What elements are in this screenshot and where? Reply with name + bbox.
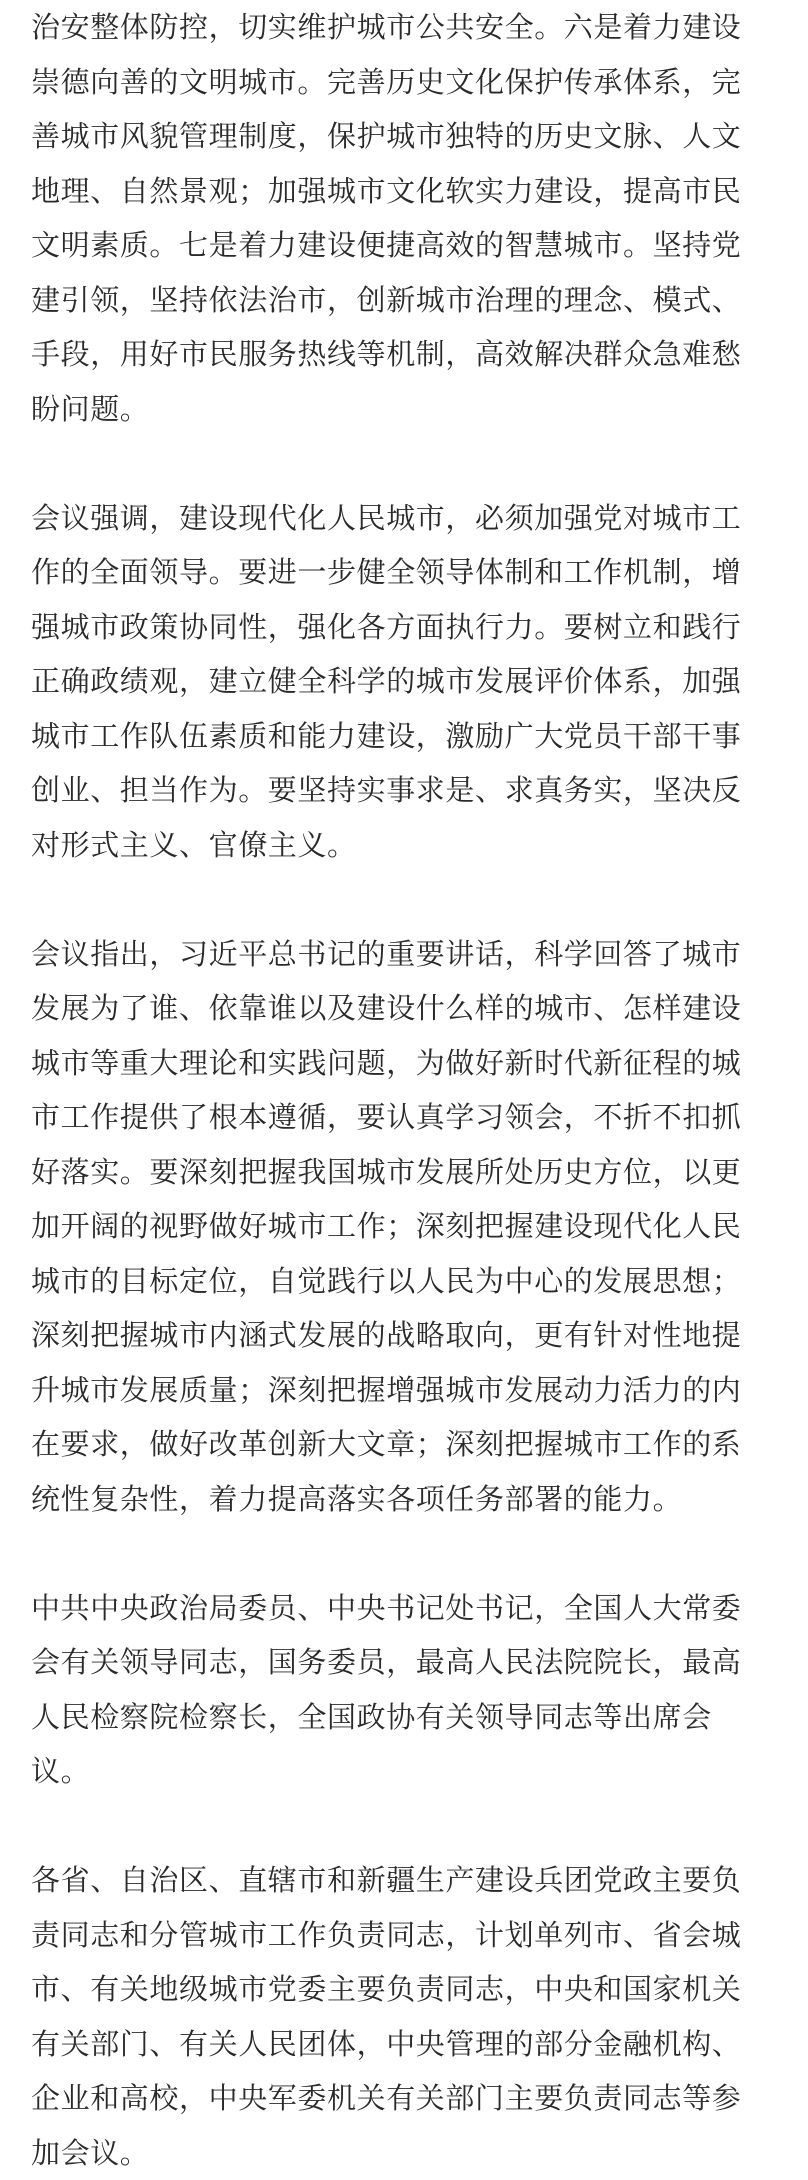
paragraph-spacer — [31, 1799, 777, 1854]
paragraph-line: 盼问题。 — [31, 382, 777, 437]
paragraph-2 — [31, 491, 777, 873]
paragraph-3 — [31, 927, 777, 1527]
paragraph-line: 加开阔的视野做好城市工作；深刻把握建设现代化人民 — [31, 1199, 777, 1254]
paragraph-line: 手段，用好市民服务热线等机制，高效解决群众急难愁 — [31, 327, 777, 382]
paragraph-line: 文明素质。七是着力建设便捷高效的智慧城市。坚持党 — [31, 218, 777, 273]
paragraph-line: 地理、自然景观；加强城市文化软实力建设，提高市民 — [31, 164, 777, 219]
paragraph-line: 责同志和分管城市工作负责同志，计划单列市、省会城 — [31, 1908, 777, 1963]
paragraph-line: 对形式主义、官僚主义。 — [31, 818, 777, 873]
paragraph-line: 善城市风貌管理制度，保护城市独特的历史文脉、人文 — [31, 109, 777, 164]
article-body — [31, 0, 777, 2180]
paragraph-line: 企业和高校，中央军委机关有关部门主要负责同志等参 — [31, 2071, 777, 2126]
paragraph-line: 在要求，做好改革创新大文章；深刻把握城市工作的系 — [31, 1417, 777, 1472]
paragraph-line: 建引领，坚持依法治市，创新城市治理的理念、模式、 — [31, 273, 777, 328]
paragraph-line: 会议强调，建设现代化人民城市，必须加强党对城市工 — [31, 491, 777, 546]
paragraph-line: 城市等重大理论和实践问题，为做好新时代新征程的城 — [31, 1036, 777, 1091]
paragraph-spacer — [31, 436, 777, 491]
paragraph-line: 会议指出，习近平总书记的重要讲话，科学回答了城市 — [31, 927, 777, 982]
paragraph-line: 市工作提供了根本遵循，要认真学习领会，不折不扣抓 — [31, 1090, 777, 1145]
paragraph-line: 人民检察院检察长，全国政协有关领导同志等出席会 — [31, 1690, 777, 1745]
paragraph-line: 治安整体防控，切实维护城市公共安全。六是着力建设 — [31, 0, 777, 55]
paragraph-line: 加会议。 — [31, 2126, 777, 2180]
paragraph-line: 统性复杂性，着力提高落实各项任务部署的能力。 — [31, 1472, 777, 1527]
paragraph-line: 崇德向善的文明城市。完善历史文化保护传承体系，完 — [31, 55, 777, 110]
paragraph-4 — [31, 1581, 777, 1799]
paragraph-line: 城市工作队伍素质和能力建设，激励广大党员干部干事 — [31, 709, 777, 764]
paragraph-line: 中共中央政治局委员、中央书记处书记，全国人大常委 — [31, 1581, 777, 1636]
paragraph-line: 城市的目标定位，自觉践行以人民为中心的发展思想； — [31, 1254, 777, 1309]
paragraph-line: 各省、自治区、直辖市和新疆生产建设兵团党政主要负 — [31, 1853, 777, 1908]
paragraph-line: 深刻把握城市内涵式发展的战略取向，更有针对性地提 — [31, 1308, 777, 1363]
paragraph-5 — [31, 1853, 777, 2180]
paragraph-1 — [31, 0, 777, 436]
paragraph-line: 会有关领导同志，国务委员，最高人民法院院长，最高 — [31, 1635, 777, 1690]
paragraph-line: 发展为了谁、依靠谁以及建设什么样的城市、怎样建设 — [31, 981, 777, 1036]
paragraph-line: 议。 — [31, 1744, 777, 1799]
paragraph-line: 创业、担当作为。要坚持实事求是、求真务实，坚决反 — [31, 763, 777, 818]
paragraph-line: 有关部门、有关人民团体，中央管理的部分金融机构、 — [31, 2017, 777, 2072]
paragraph-line: 市、有关地级城市党委主要负责同志，中央和国家机关 — [31, 1962, 777, 2017]
paragraph-line: 好落实。要深刻把握我国城市发展所处历史方位，以更 — [31, 1145, 777, 1200]
paragraph-line: 作的全面领导。要进一步健全领导体制和工作机制，增 — [31, 545, 777, 600]
paragraph-spacer — [31, 1526, 777, 1581]
paragraph-spacer — [31, 872, 777, 927]
paragraph-line: 强城市政策协同性，强化各方面执行力。要树立和践行 — [31, 600, 777, 655]
paragraph-line: 升城市发展质量；深刻把握增强城市发展动力活力的内 — [31, 1363, 777, 1418]
paragraph-line: 正确政绩观，建立健全科学的城市发展评价体系，加强 — [31, 654, 777, 709]
